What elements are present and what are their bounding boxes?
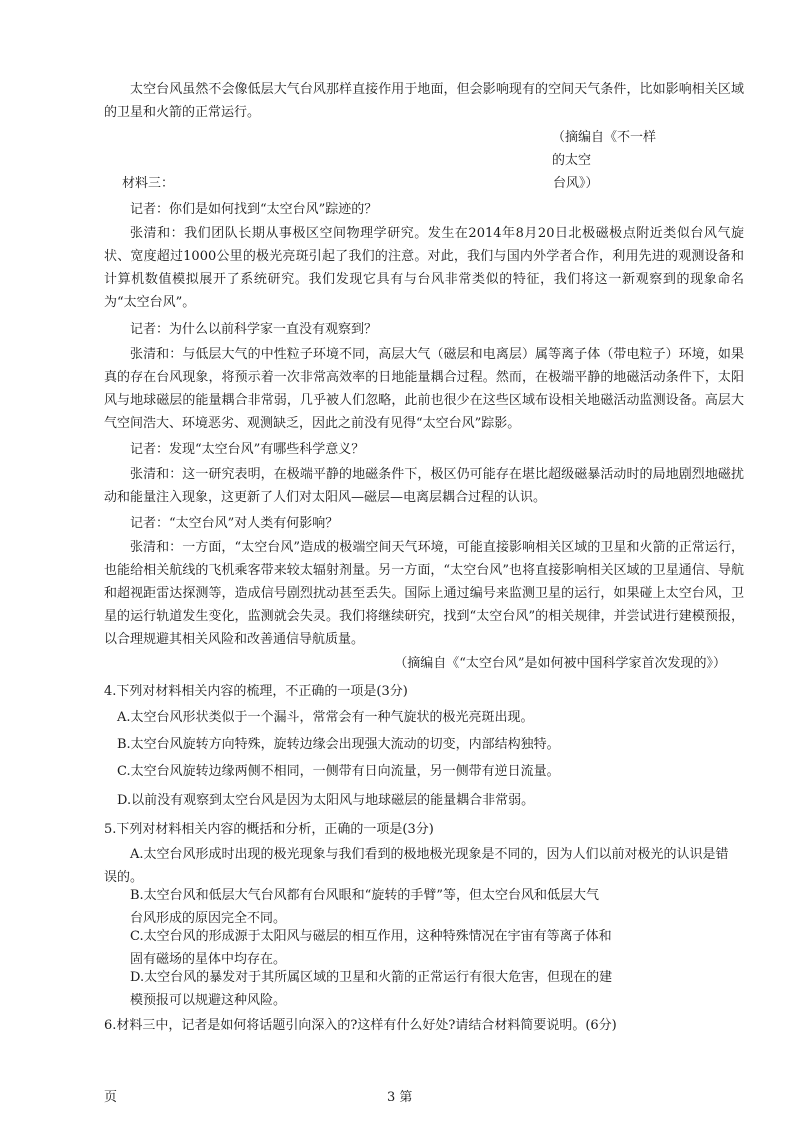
question-4-option-d: D.以前没有观察到太空台风是因为太阳风与地球磁层的能量耦合非常弱。	[117, 793, 535, 808]
question-5-option-d-line1: D.太空台风的暴发对于其所属区域的卫星和火箭的正常运行有很大危害，但现在的建	[130, 970, 613, 985]
question-5-option-c	[104, 925, 630, 971]
question-4-stem: 4.下列对材料相关内容的梳理，不正确的一项是(3分)	[104, 684, 408, 699]
answer-4: 张清和：一方面，“太空台风”造成的极端空间天气环境，可能直接影响相关区域的卫星和火箭的正常运行，也能给相关航线的飞机乘客带来较太辐射剂量。另一方面，“太空台风”也将直接影响相关区域的卫星通信、导航和超视距雷达探测等，造成信号剧烈扰动甚至丢失。国际上通过编号来监测卫星的运行，如果碰上太空台风，卫星的运行轨道发生变化，监测就会失灵。我们将继续研究，找到“太空台风”的相关规律，并尝试进行建模预报，以合理规避其相关风险和改善通信导航质量。	[104, 540, 744, 647]
reporter-question-3: 记者：发现“太空台风”有哪些科学意义？	[130, 442, 365, 457]
material3-label: 材料三：	[122, 176, 175, 191]
question-5-option-a: A.太空台风形成时出现的极光现象与我们看到的极地极光现象是不同的，因为人们以前对极光的认识是错误的。	[104, 847, 729, 885]
reporter-question-2: 记者：为什么以前科学家一直没有观察到？	[130, 322, 378, 337]
source-citation-1-line1: （摘编自《不一样的太空	[552, 130, 657, 168]
reporter-question-1: 记者：你们是如何找到“太空台风”踪迹的？	[130, 202, 378, 217]
answer-1: 张清和：我们团队长期从事极区空间物理学研究。发生在2014年8月20日北极磁极点附近类似台风气旋状、宽度超过1000公里的极光亮斑引起了我们的注意。对此，我们与国内外学者合作，利用先进的观测设备和计算机数值模拟展开了系统研究。我们发现它具有与台风非常类似的特征，我们将这一新观察到的现象命名为“太空台风”。	[104, 226, 744, 310]
source-citation-2: （摘编自《“太空台风”是如何被中国科学家首次发现的》）	[394, 656, 726, 671]
question-5-option-d-line2: 模预报可以规避这种风险。	[130, 993, 287, 1008]
source-citation-1	[552, 126, 664, 195]
question-5-option-b	[104, 884, 630, 930]
question-4-option-b: B.太空台风旋转方向特殊，旋转边缘会出现强大流动的切变，内部结构独特。	[117, 737, 560, 752]
answer-3: 张清和：这一研究表明，在极端平静的地磁条件下，极区仍可能存在堪比超级磁暴活动时的局地剧烈地磁扰动和能量注入现象，这更新了人们对太阳风—磁层—电离层耦合过程的认识。	[104, 467, 744, 505]
question-5-option-c-line2: 固有磁场的星体中均存在。	[130, 952, 287, 967]
answer-2: 张清和：与低层大气的中性粒子环境不同，高层大气（磁层和电离层）属等离子体（带电粒子）环境，如果真的存在台风现象，将预示着一次非常高效率的日地能量耦合过程。然而，在极端平静的地磁活动条件下，太阳风与地球磁层的能量耦合非常弱，几乎被人们忽略，此前也很少在这些区域布设相关地磁活动监测设备。高层大气空间浩大、环境恶劣、观测缺乏，因此之前没有见得“太空台风”踪影。	[104, 347, 744, 431]
question-5-option-b-line1: B.太空台风和低层大气台风都有台风眼和“旋转的手臂”等，但太空台风和低层大气	[130, 888, 599, 903]
question-4-option-c: C.太空台风旋转边缘两侧不相同，一侧带有日向流量，另一侧带有逆日流量。	[117, 764, 560, 779]
question-5-option-c-line1: C.太空台风的形成源于太阳风与磁层的相互作用，这种特殊情况在宇宙有等离子体和	[130, 929, 612, 944]
intro-paragraph: 太空台风虽然不会像低层大气台风那样直接作用于地面，但会影响现有的空间天气条件，比如影响相关区域的卫星和火箭的正常运行。	[104, 82, 744, 120]
question-5-stem: 5.下列对材料相关内容的概括和分析，正确的一项是(3分)	[104, 822, 434, 837]
footer-page-label: 页	[104, 1090, 118, 1105]
question-6-stem: 6.材料三中，记者是如何将话题引向深入的?这样有什么好处?请结合材料简要说明。(6分)	[104, 1018, 617, 1033]
source-citation-1-line2: 台风》）	[553, 176, 599, 191]
footer-page-number: 3 第	[387, 1090, 413, 1105]
question-5-option-b-line2: 台风形成的原因完全不同。	[130, 911, 287, 926]
question-5-option-d	[104, 966, 630, 1012]
reporter-question-4: 记者：“太空台风”对人类有何影响？	[130, 516, 339, 531]
question-4-option-a: A.太空台风形状类似于一个漏斗，常常会有一种气旋状的极光亮斑出现。	[117, 710, 534, 725]
